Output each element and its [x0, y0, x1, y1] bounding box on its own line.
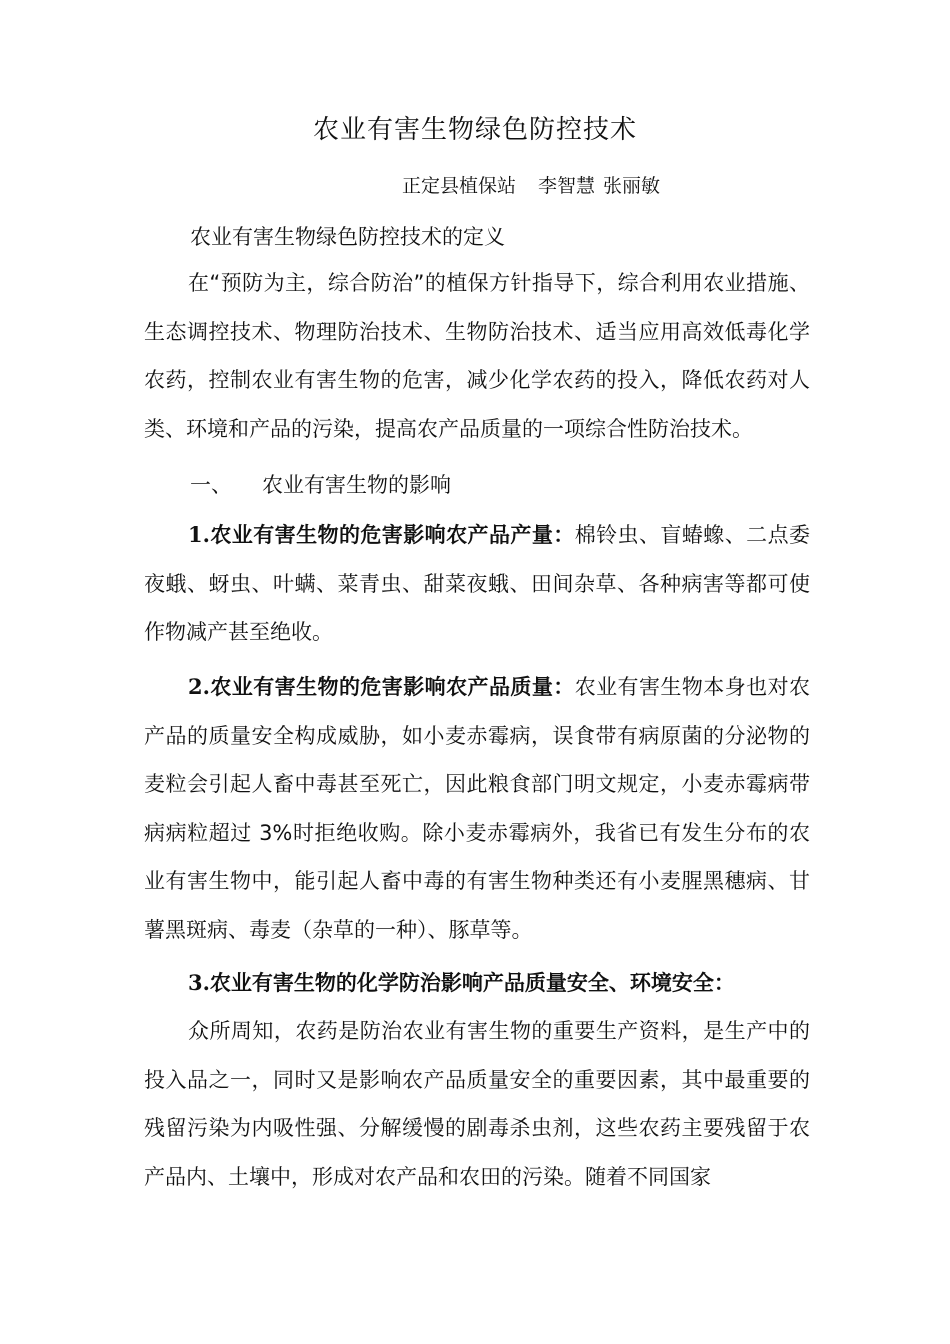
author-name-1: 李智慧: [537, 175, 595, 197]
point-2-paragraph: [144, 663, 810, 954]
section-1-title: 农业有害生物的影响: [262, 473, 451, 497]
point-1-text: 棉铃虫、盲蝽蟓、二点委夜蛾、蚜虫、叶螨、菜青虫、甜菜夜蛾、田间杂草、各种病害等都可使作物减产甚至绝收。: [144, 523, 811, 644]
document-title: 农业有害生物绿色防控技术: [312, 115, 637, 145]
author-name-2: 张丽敏: [603, 175, 661, 197]
point-3-paragraph: [144, 959, 810, 1008]
point-3-body-paragraph: 众所周知，农药是防治农业有害生物的重要生产资料，是生产中的投入品之一，同时又是影响农产品质量安全的重要因素，其中最重要的残留污染为内吸性强、分解缓慢的剧毒杀虫剂，这些农药主要残留于农产品内、土壤中，形成对农产品和农田的污染。随着不同国家: [144, 1019, 810, 1189]
point-2-text: 农业有害生物本身也对农产品的质量安全构成威胁，如小麦赤霉病，误食带有病原菌的分泌物的麦粒会引起人畜中毒甚至死亡，因此粮食部门明文规定，小麦赤霉病带病病粒超过 3%时拒绝收购。除小麦赤霉病外，我省已有发生分布的农业有害生物中，能引起人畜中毒的有害生物种类还有小麦腥黑穗病、甘薯黑斑病、毒麦（杂草的一种）、豚草等。: [144, 675, 811, 942]
point-1-lead: 1.农业有害生物的危害影响农产品产量：: [188, 522, 575, 547]
definition-paragraph: 在“预防为主，综合防治”的植保方针指导下，综合利用农业措施、生态调控技术、物理防治技术、生物防治技术、适当应用高效低毒化学农药，控制农业有害生物的危害，减少化学农药的投入，降低农药对人类、环境和产品的污染，提高农产品质量的一项综合性防治技术。: [144, 271, 810, 441]
point-3-lead: 3.农业有害生物的化学防治影响产品质量安全、环境安全：: [188, 970, 735, 995]
section-1-heading: [190, 470, 451, 500]
point-2-lead: 2.农业有害生物的危害影响农产品质量：: [188, 674, 575, 699]
definition-heading: 农业有害生物绿色防控技术的定义: [190, 225, 505, 249]
author-organization: 正定县植保站: [401, 175, 516, 197]
section-1-number: 一、: [190, 473, 232, 497]
point-1-paragraph: [144, 511, 810, 657]
author-line: [0, 172, 950, 200]
